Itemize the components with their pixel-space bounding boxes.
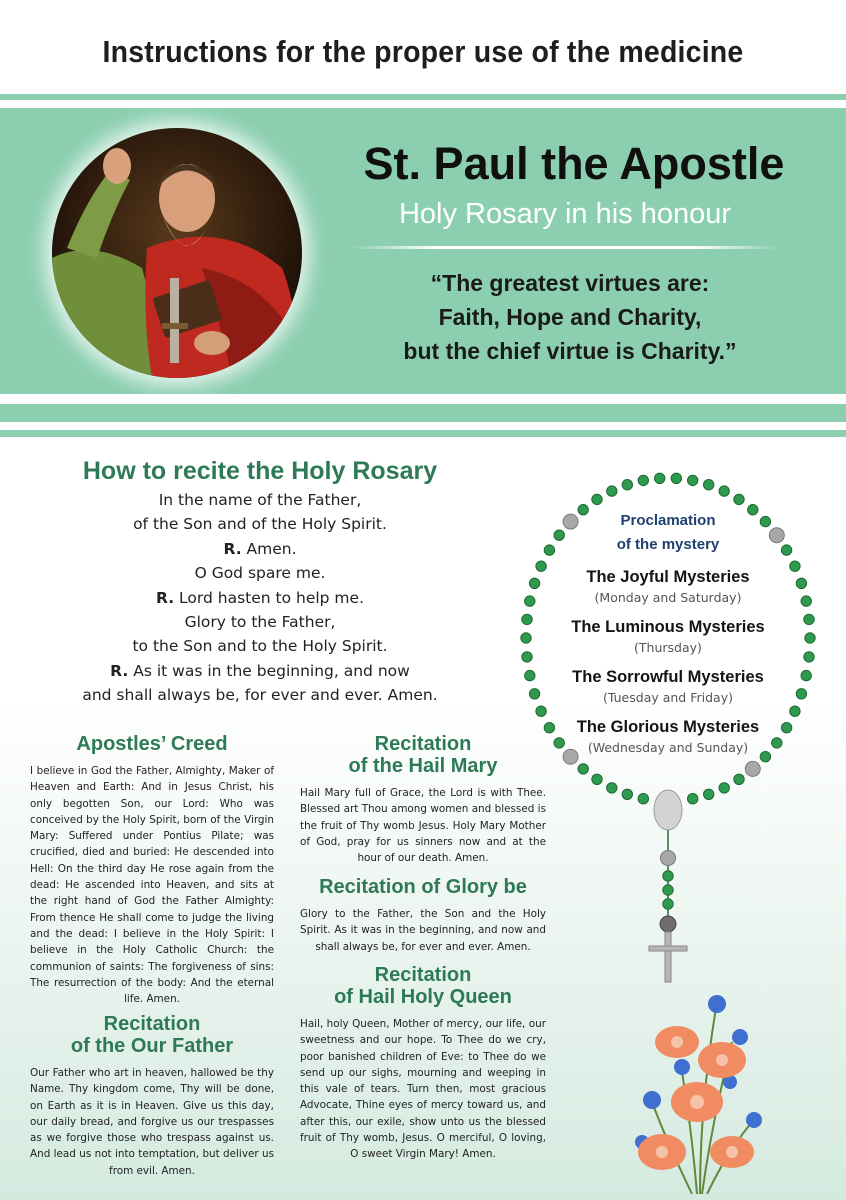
how-to-line: In the name of the Father,	[158, 491, 362, 509]
mystery-name: The Joyful Mysteries	[586, 568, 750, 586]
bottom-stripe-1	[0, 404, 846, 422]
rosary-bead	[796, 689, 806, 699]
how-to-line: R. As it was in the beginning, and now	[110, 661, 410, 680]
rosary-bead	[638, 475, 648, 485]
rosary-bead	[592, 494, 602, 504]
mystery-days: (Wednesday and Sunday)	[587, 740, 749, 755]
apostles-creed-section	[30, 733, 274, 1007]
hail-holy-queen-heading: Recitation of Hail Holy Queen	[334, 964, 512, 1008]
banner-title: St. Paul the Apostle	[363, 138, 785, 189]
hail-mary-text: Hail Mary full of Grace, the Lord is with Thee. Blessed art Thou among women and blessed is the fruit of Thy womb Jesus. Holy Mary Mother of God, pray for us sinners now and at the hour of our death. Amen.	[300, 787, 546, 865]
mystery-name: The Sorrowful Mysteries	[572, 668, 764, 686]
banner-subtitle: Holy Rosary in his honour	[398, 198, 732, 230]
rosary-bead	[536, 706, 546, 716]
page-title: Instructions for the proper use of the medicine	[102, 34, 744, 69]
bottom-stripe-2	[0, 430, 846, 437]
rosary-bead	[801, 670, 811, 680]
mystery-luminous	[548, 618, 788, 655]
banner-divider	[350, 246, 780, 249]
our-father-section	[30, 1013, 274, 1179]
how-to-line: O God spare me.	[194, 564, 326, 583]
rosary-bead	[704, 480, 714, 490]
response-marker: R.	[155, 588, 175, 607]
rosary-bead	[536, 561, 546, 571]
rosary-bead	[790, 706, 800, 716]
rosary-bead	[734, 494, 744, 504]
rosary-bead	[622, 480, 632, 490]
crucifix-crossbar	[649, 946, 687, 951]
mystery-joyful	[548, 568, 788, 605]
top-stripe	[0, 94, 846, 100]
rosary-bead	[529, 578, 539, 588]
how-to-line: Glory to the Father,	[184, 613, 336, 632]
mystery-name: The Luminous Mysteries	[571, 618, 765, 636]
rosary-bead	[704, 789, 714, 799]
rosary-bead	[607, 783, 617, 793]
mystery-days: (Thursday)	[634, 640, 702, 655]
how-to-heading: How to recite the Holy Rosary	[82, 457, 438, 485]
rosary-bead	[607, 486, 617, 496]
rosary-bead	[688, 475, 698, 485]
rosary-large-bead	[660, 916, 676, 932]
response-marker: R.	[223, 539, 242, 558]
rosary-bead	[734, 774, 744, 784]
rosary-bead	[522, 614, 532, 624]
rosary-bead	[805, 633, 815, 643]
rosary-bead	[525, 670, 535, 680]
rosary-bead	[655, 473, 665, 483]
rosary-bead	[592, 774, 602, 784]
mystery-sorrowful	[548, 668, 788, 705]
how-to-body	[30, 488, 490, 708]
our-father-text: Our Father who art in heaven, hallowed be thy Name. Thy kingdom come, Thy will be done, on Earth as it is in Heaven. Give us this day, our daily bread, and forgive us our trespasses as we forgive those who trespass against us. And lead us not into temptation, but deliver us from evil. Amen.	[30, 1067, 274, 1177]
rosary-bead	[578, 764, 588, 774]
glory-be-heading: Recitation of Glory be	[319, 876, 527, 898]
how-to-line: of the Son and of the Holy Spirit.	[133, 515, 387, 534]
rosary-bead	[663, 899, 673, 909]
quote-line: Faith, Hope and Charity,	[438, 304, 702, 330]
rosary-bead	[790, 561, 800, 571]
rosary-large-bead	[745, 761, 760, 776]
virtues-quote	[345, 266, 795, 368]
mystery-days: (Tuesday and Friday)	[603, 690, 733, 705]
rosary-bead	[804, 614, 814, 624]
crucifix-icon	[665, 932, 671, 982]
rosary-bead	[638, 794, 648, 804]
hail-holy-queen-section	[300, 964, 546, 1163]
how-to-line: R. Lord hasten to help me.	[155, 588, 364, 607]
mystery-glorious	[548, 718, 788, 755]
rosary-bead	[663, 885, 673, 895]
quote-line: but the chief virtue is Charity.”	[403, 338, 737, 364]
rosary-bead	[663, 871, 673, 881]
mystery-name: The Glorious Mysteries	[576, 718, 760, 736]
how-to-line: and shall always be, for ever and ever. Amen.	[82, 686, 438, 705]
hail-holy-queen-text: Hail, holy Queen, Mother of mercy, our life, our sweetness and our hope. To Thee do we cry, poor banished children of Eve: to Thee do we send up our sighs, mourning and weeping in this vale of tears. Turn then, most gracious Advocate, Thine eyes of mercy toward us, and after this, our exile, show unto us the blessed fruit of Thy womb, Jesus. O merciful, O loving, O sweet Virgin Mary! Amen.	[300, 1018, 546, 1161]
rosary-bead	[719, 783, 729, 793]
mystery-days: (Monday and Saturday)	[594, 590, 742, 605]
proclamation-label: Proclamation of the mystery	[616, 512, 720, 553]
flower-bouquet-illustration	[622, 982, 772, 1194]
rosary-bead	[521, 633, 531, 643]
our-father-heading: Recitation of the Our Father	[70, 1013, 234, 1057]
rosary-bead	[671, 473, 681, 483]
rosary-large-bead	[661, 851, 676, 866]
rosary-bead	[622, 789, 632, 799]
saint-paul-portrait	[52, 128, 302, 378]
quote-line: “The greatest virtues are:	[430, 270, 710, 296]
glory-be-text: Glory to the Father, the Son and the Holy Spirit. As it was in the beginning, and now and shall always be, for ever and ever. Amen.	[300, 908, 546, 953]
apostles-creed-text: I believe in God the Father, Almighty, Maker of Heaven and Earth: And in Jesus Christ, his only begotten Son, our Lord: Who was conceived by the Holy Spirit, born of the Virgin Mary: Suffered under Pontius Pilate; was crucified, died and buried: He descended into Hell: On the third day He rose again from the dead: He ascended into Heaven, and sits at the right hand of God the Father Almighty: From thence He shall come to judge the living and the dead: I believe in the Holy Spirit: I believe in the Holy Catholic Church: the communion of saints: The forgiveness of sins: The resurrection of the body: And the eternal life. Amen.	[30, 765, 274, 1006]
rosary-bead	[529, 689, 539, 699]
rosary-bead	[804, 652, 814, 662]
how-to-line: to the Son and to the Holy Spirit.	[132, 637, 388, 656]
apostles-creed-heading: Apostles’ Creed	[76, 733, 228, 755]
rosary-bead	[522, 652, 532, 662]
hail-mary-heading: Recitation of the Hail Mary	[348, 733, 498, 777]
rosary-bead	[801, 596, 811, 606]
how-to-line: R. Amen.	[223, 539, 297, 558]
rosary-bead	[525, 596, 535, 606]
rosary-bead	[796, 578, 806, 588]
response-marker: R.	[110, 661, 129, 680]
rosary-bead	[688, 794, 698, 804]
rosary-bead	[719, 486, 729, 496]
rosary-centerpiece	[654, 790, 682, 830]
